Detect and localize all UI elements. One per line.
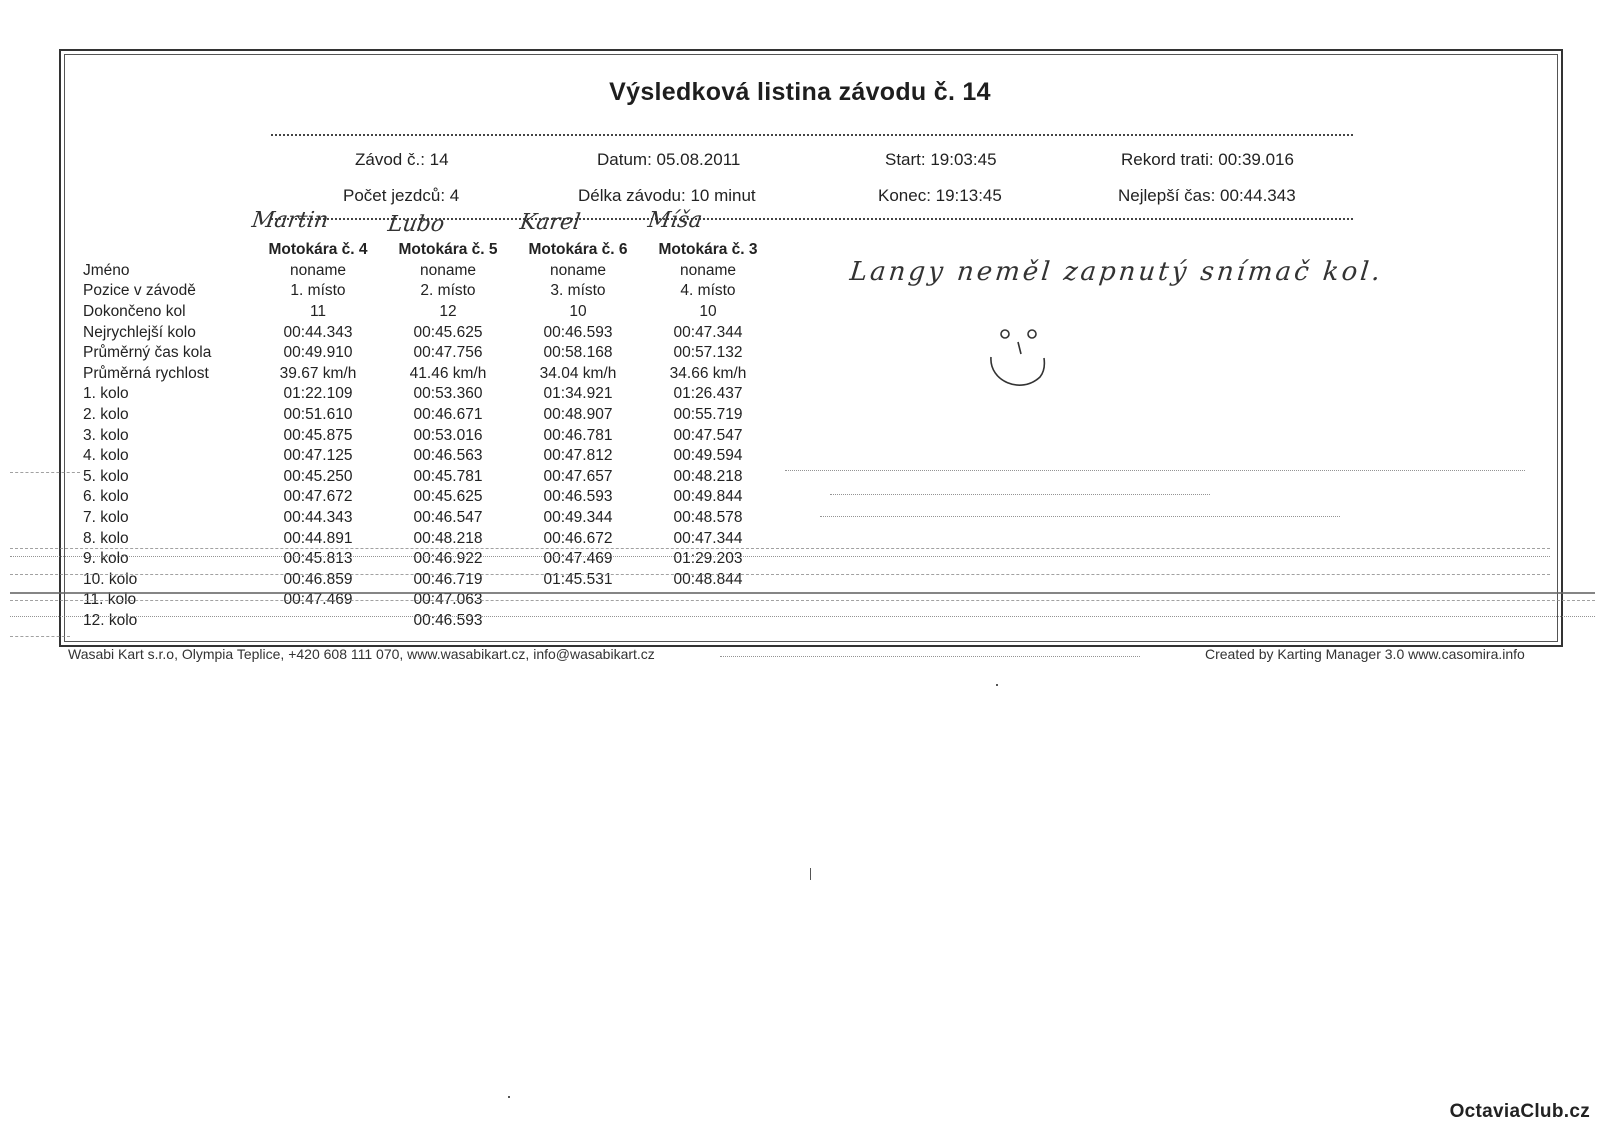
row-label: Nejrychlejší kolo bbox=[83, 323, 196, 341]
table-cell: 00:48.578 bbox=[673, 509, 743, 527]
table-cell: 00:46.922 bbox=[413, 550, 483, 568]
table-header-row bbox=[80, 240, 773, 261]
table-cell bbox=[643, 611, 773, 632]
table-row bbox=[80, 549, 773, 570]
kart-header: Motokára č. 6 bbox=[528, 241, 628, 259]
table-cell: noname bbox=[289, 261, 346, 279]
table-cell: 00:48.218 bbox=[413, 529, 483, 547]
table-cell: 34.04 km/h bbox=[539, 364, 617, 382]
scan-speck bbox=[810, 868, 811, 880]
table-cell: 00:46.563 bbox=[413, 447, 483, 465]
table-cell: 34.66 km/h bbox=[669, 364, 747, 382]
row-label: 7. kolo bbox=[83, 509, 129, 527]
table-cell: 01:29.203 bbox=[673, 550, 743, 568]
table-cell: 00:45.781 bbox=[413, 467, 483, 485]
scan-noise bbox=[10, 616, 1595, 617]
table-row bbox=[80, 343, 773, 364]
table-cell: 10 bbox=[699, 303, 717, 321]
table-cell: 00:45.625 bbox=[413, 488, 483, 506]
row-label: 11. kolo bbox=[83, 591, 137, 609]
race-date: Datum: 05.08.2011 bbox=[597, 150, 741, 169]
scan-noise bbox=[720, 656, 1140, 657]
scan-noise bbox=[10, 556, 1550, 557]
table-row bbox=[80, 467, 773, 488]
table-row bbox=[80, 611, 773, 632]
smiley-drawing-icon bbox=[985, 325, 1055, 395]
footer-company: Wasabi Kart s.r.o, Olympia Teplice, +420 608 111 070, www.wasabikart.cz, info@wasabikart.cz bbox=[68, 646, 655, 662]
table-cell: 00:45.250 bbox=[283, 467, 353, 485]
table-cell: 00:48.218 bbox=[673, 467, 743, 485]
table-cell: 00:47.125 bbox=[283, 447, 353, 465]
table-cell: 00:48.844 bbox=[673, 570, 743, 588]
row-label: 3. kolo bbox=[83, 426, 129, 444]
table-cell bbox=[513, 611, 643, 632]
table-cell: 4. místo bbox=[680, 282, 736, 300]
handwritten-name-4: Míša bbox=[646, 208, 704, 233]
table-cell: 00:47.657 bbox=[543, 467, 613, 485]
table-cell: 11 bbox=[309, 303, 327, 321]
table-cell: 41.46 km/h bbox=[409, 364, 487, 382]
table-cell: 00:47.469 bbox=[283, 591, 353, 609]
table-cell: noname bbox=[679, 261, 736, 279]
row-label: Dokončeno kol bbox=[83, 303, 186, 321]
table-cell: 00:46.672 bbox=[543, 529, 613, 547]
row-label: Průměrný čas kola bbox=[83, 344, 212, 362]
table-cell: 00:51.610 bbox=[283, 406, 353, 424]
table-cell: 00:49.844 bbox=[673, 488, 743, 506]
row-label: 10. kolo bbox=[83, 570, 138, 588]
table-cell: 00:46.593 bbox=[413, 611, 483, 629]
table-row bbox=[80, 384, 773, 405]
table-cell: 00:47.344 bbox=[673, 529, 743, 547]
table-row bbox=[80, 570, 773, 591]
table-cell: 01:26.437 bbox=[673, 385, 743, 403]
table-cell: 00:53.016 bbox=[413, 426, 483, 444]
table-row bbox=[80, 405, 773, 426]
table-row bbox=[80, 281, 773, 302]
table-cell: 00:46.859 bbox=[283, 570, 353, 588]
row-label: Pozice v závodě bbox=[83, 282, 196, 300]
row-label: 6. kolo bbox=[83, 488, 129, 506]
table-cell: 1. místo bbox=[290, 282, 346, 300]
table-cell: 00:44.343 bbox=[283, 509, 353, 527]
separator-top bbox=[271, 134, 1353, 136]
table-cell: 00:47.344 bbox=[673, 323, 743, 341]
table-cell: 01:22.109 bbox=[283, 385, 353, 403]
table-row bbox=[80, 302, 773, 323]
handwritten-name-2: Lubo bbox=[386, 212, 446, 237]
header-spacer bbox=[80, 240, 253, 261]
row-label: 2. kolo bbox=[83, 406, 129, 424]
table-cell: 00:47.672 bbox=[283, 488, 353, 506]
scan-speck bbox=[508, 1096, 510, 1098]
table-cell: 00:45.875 bbox=[283, 426, 353, 444]
scan-noise bbox=[10, 636, 70, 637]
scan-noise bbox=[10, 592, 1595, 594]
table-cell: 01:45.531 bbox=[543, 570, 613, 588]
table-cell: 00:45.813 bbox=[283, 550, 353, 568]
table-cell: 00:46.593 bbox=[543, 323, 613, 341]
scan-noise bbox=[830, 494, 1210, 495]
table-cell: noname bbox=[419, 261, 476, 279]
table-cell: 2. místo bbox=[420, 282, 476, 300]
table-cell: 00:46.719 bbox=[413, 570, 483, 588]
table-cell: 01:34.921 bbox=[543, 385, 613, 403]
table-cell: 00:47.063 bbox=[413, 591, 483, 609]
row-label: 8. kolo bbox=[83, 529, 129, 547]
best-time: Nejlepší čas: 00:44.343 bbox=[1118, 186, 1296, 205]
table-cell: 00:46.547 bbox=[413, 509, 483, 527]
table-cell: 00:58.168 bbox=[543, 344, 613, 362]
race-number: Závod č.: 14 bbox=[355, 150, 449, 169]
race-start: Start: 19:03:45 bbox=[885, 150, 997, 169]
table-cell bbox=[253, 611, 383, 632]
handwritten-name-1: Martin bbox=[250, 208, 330, 233]
footer-credit: Created by Karting Manager 3.0 www.casomira.info bbox=[1205, 646, 1525, 662]
race-end: Konec: 19:13:45 bbox=[878, 186, 1002, 205]
table-row bbox=[80, 508, 773, 529]
table-cell: 00:47.547 bbox=[673, 426, 743, 444]
table-cell: 00:49.344 bbox=[543, 509, 613, 527]
table-row bbox=[80, 322, 773, 343]
row-label: 1. kolo bbox=[83, 385, 129, 403]
scan-noise bbox=[10, 472, 80, 473]
table-row bbox=[80, 528, 773, 549]
handwritten-note: Langy neměl zapnutý snímač kol. bbox=[848, 257, 1385, 287]
table-cell: 12 bbox=[439, 303, 457, 321]
table-row bbox=[80, 487, 773, 508]
table-row bbox=[80, 364, 773, 385]
row-label: 4. kolo bbox=[83, 447, 129, 465]
table-row bbox=[80, 425, 773, 446]
row-label: 5. kolo bbox=[83, 467, 129, 485]
table-cell: 00:46.593 bbox=[543, 488, 613, 506]
table-cell: 00:57.132 bbox=[673, 344, 743, 362]
kart-header: Motokára č. 4 bbox=[268, 241, 368, 259]
scan-noise bbox=[10, 574, 1550, 575]
table-cell: 00:49.910 bbox=[283, 344, 353, 362]
table-cell: 39.67 km/h bbox=[279, 364, 357, 382]
table-cell: 10 bbox=[569, 303, 587, 321]
results-table bbox=[80, 240, 773, 631]
row-label: Jméno bbox=[83, 261, 130, 279]
table-row bbox=[80, 446, 773, 467]
race-length: Délka závodu: 10 minut bbox=[578, 186, 756, 205]
table-cell: 00:49.594 bbox=[673, 447, 743, 465]
rider-count: Počet jezdců: 4 bbox=[343, 186, 460, 205]
table-cell: 00:44.343 bbox=[283, 323, 353, 341]
track-record: Rekord trati: 00:39.016 bbox=[1121, 150, 1294, 169]
row-label: 9. kolo bbox=[83, 550, 129, 568]
table-cell: 00:47.756 bbox=[413, 344, 483, 362]
scan-speck bbox=[996, 684, 998, 686]
handwritten-name-3: Karel bbox=[518, 210, 582, 235]
table-cell: 00:53.360 bbox=[413, 385, 483, 403]
scan-noise bbox=[10, 600, 1595, 601]
scan-noise bbox=[10, 548, 1550, 549]
table-row bbox=[80, 261, 773, 282]
page-title: Výsledková listina závodu č. 14 bbox=[609, 78, 991, 106]
table-cell: 00:46.671 bbox=[413, 406, 483, 424]
kart-header: Motokára č. 3 bbox=[658, 241, 758, 259]
scan-noise bbox=[820, 516, 1340, 517]
table-cell: 00:47.469 bbox=[543, 550, 613, 568]
table-cell: 00:46.781 bbox=[543, 426, 613, 444]
table-cell: 00:44.891 bbox=[283, 529, 353, 547]
watermark: OctaviaClub.cz bbox=[1449, 1101, 1590, 1122]
row-label: Průměrná rychlost bbox=[83, 364, 209, 382]
row-label: 12. kolo bbox=[83, 611, 138, 629]
table-cell: 00:45.625 bbox=[413, 323, 483, 341]
scan-noise bbox=[785, 470, 1525, 471]
table-cell: 3. místo bbox=[550, 282, 606, 300]
kart-header: Motokára č. 5 bbox=[398, 241, 498, 259]
table-cell: 00:48.907 bbox=[543, 406, 613, 424]
table-cell: 00:55.719 bbox=[673, 406, 743, 424]
table-cell: noname bbox=[549, 261, 606, 279]
table-cell: 00:47.812 bbox=[543, 447, 613, 465]
